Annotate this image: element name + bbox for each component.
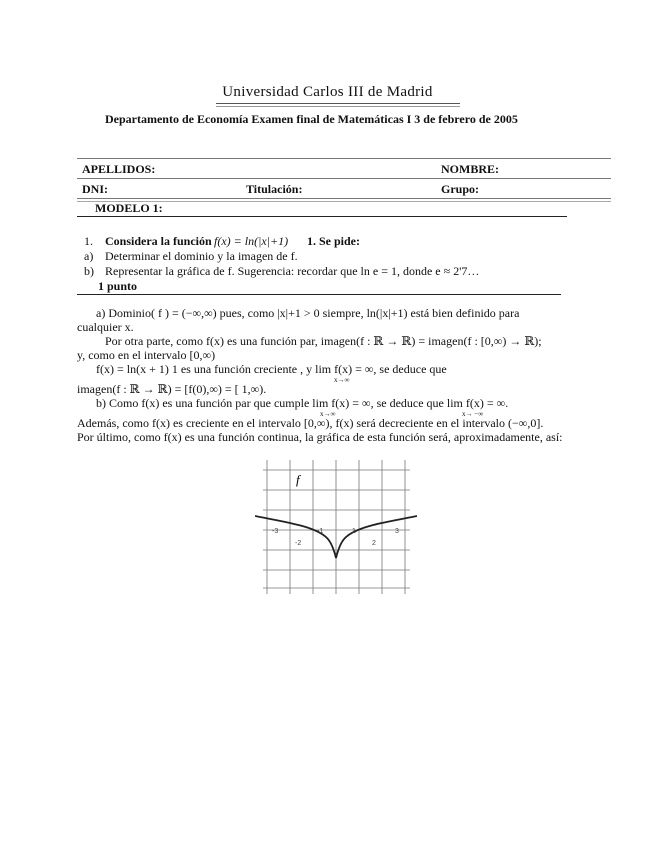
limit-subscript-1: x→∞ — [334, 376, 350, 384]
item-a-label: a) — [84, 249, 94, 263]
dni-label: DNI: — [82, 182, 108, 196]
solution-line-1: a) Dominio( f ) = (−∞,∞) pues, como |x|+1 > 0 siempre, ln(|x|+1) está bien definido para — [96, 306, 520, 320]
solution-line-6: imagen(f : ℝ → ℝ) = [f(0),∞) = [ 1,∞). — [77, 382, 267, 396]
modelo-label: MODELO 1: — [95, 201, 163, 215]
limit-subscript-2: x→∞ — [320, 410, 336, 418]
solution-line-3: Por otra parte, como f(x) es una función par, imagen(f : ℝ → ℝ) = imagen(f : [0,∞) → ℝ); — [105, 334, 542, 348]
graph-grid — [263, 460, 410, 594]
se-pide-label: 1. Se pide: — [307, 234, 361, 248]
item-a-text: Determinar el dominio y la imagen de f. — [105, 249, 298, 263]
solution-line-2: cualquier x. — [77, 320, 134, 334]
problem-statement: Considera la función — [105, 234, 212, 248]
solution-line-9: Por último, como f(x) es una función continua, la gráfica de esta función será, aproximadamente, así: — [77, 430, 563, 444]
tick-label-2: 2 — [372, 540, 376, 547]
solution-line-4: y, como en el intervalo [0,∞) — [77, 348, 216, 362]
points-label: 1 punto — [98, 279, 138, 293]
tick-label-neg2: -2 — [295, 540, 302, 547]
form-rule-bottom — [77, 198, 611, 199]
solution-line-5: f(x) = ln(x + 1) 1 es una función creciente , y lim f(x) = ∞, se deduce que — [96, 362, 447, 376]
function-label: f — [296, 472, 300, 487]
item-b-text: Representar la gráfica de f. Sugerencia: recordar que ln e = 1, donde e ≈ 2'7… — [105, 264, 480, 278]
solution-line-7: b) Como f(x) es una función par que cumple lim f(x) = ∞, se deduce que lim f(x) = ∞. — [96, 396, 509, 410]
form-rule-mid — [77, 178, 611, 179]
modelo-rule — [77, 216, 567, 217]
limit-subscript-3: x→ −∞ — [462, 410, 484, 418]
title-underline-2 — [216, 106, 460, 107]
problem-rule — [77, 294, 561, 295]
nombre-label: NOMBRE: — [441, 162, 499, 176]
grupo-label: Grupo: — [441, 182, 480, 196]
tick-label-1: 1 — [352, 528, 356, 535]
form-rule-top — [77, 158, 611, 159]
problem-function: f(x) = ln(|x|+1) — [214, 234, 289, 248]
tick-label-3: 3 — [395, 528, 399, 535]
function-graph — [255, 460, 425, 595]
titulacion-label: Titulación: — [246, 182, 303, 196]
apellidos-label: APELLIDOS: — [82, 162, 156, 176]
university-title: Universidad Carlos III de Madrid — [222, 84, 433, 100]
title-underline — [216, 103, 460, 104]
problem-number: 1. — [84, 234, 93, 248]
item-b-label: b) — [84, 264, 94, 278]
department-line: Departamento de Economía Examen final de Matemáticas I 3 de febrero de 2005 — [105, 112, 518, 126]
tick-label-neg1: -1 — [317, 528, 324, 535]
solution-line-8: Además, como f(x) es creciente en el intervalo [0,∞), f(x) será decreciente en el intervalo (−∞,0]. — [77, 416, 544, 430]
tick-label-neg3: -3 — [272, 528, 279, 535]
